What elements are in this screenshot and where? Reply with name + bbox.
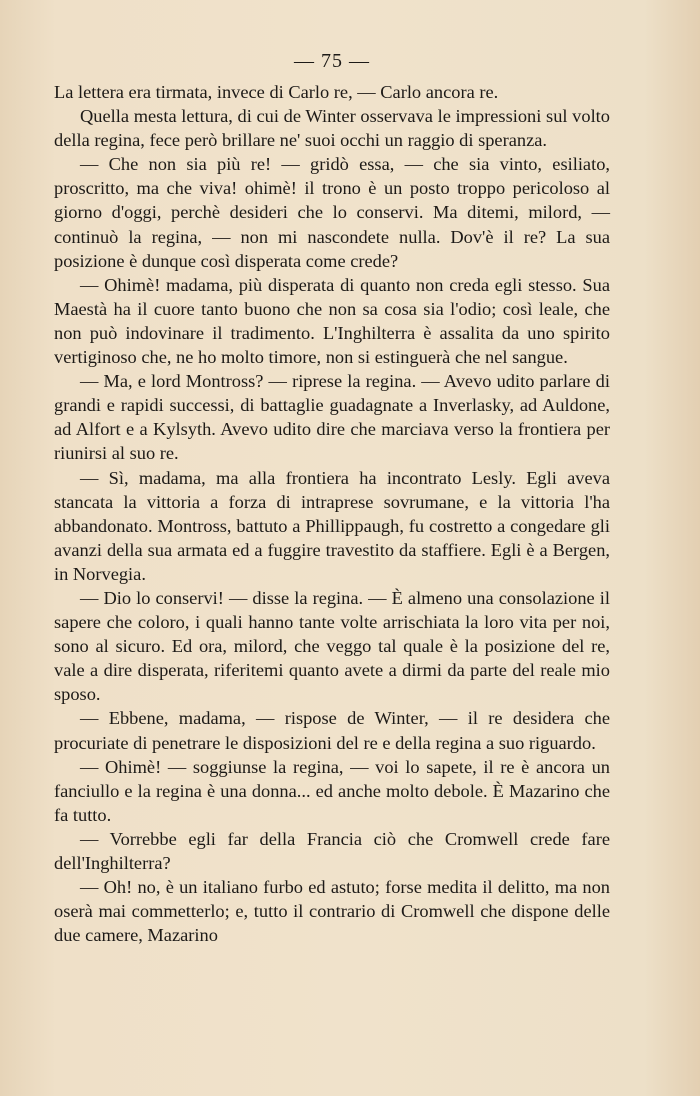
page-body-text (54, 80, 610, 947)
paragraph: — Oh! no, è un italiano furbo ed astuto; forse medita il delitto, ma non oserà mai commetterlo; e, tutto il contrario di Cromwell che dispone delle due camere, Mazarino (54, 877, 610, 946)
paragraph: — Ohimè! — soggiunse la regina, — voi lo sapete, il re è ancora un fanciullo e la regina è una donna... ed anche molto debole. È Mazarino che fa tutto. (54, 756, 610, 825)
paragraph: — Ohimè! madama, più disperata di quanto non creda egli stesso. Sua Maestà ha il cuore tanto buono che non sa cosa sia l'odio; così leale, che non può indovinare il tradimento. L'Inghilterra è assalita da uno spirito vertiginoso che, ne ho molto timore, non si estinguerà che nel sangue. (54, 274, 610, 368)
paragraph: — Che non sia più re! — gridò essa, — che sia vinto, esiliato, proscritto, ma che viva! ohimè! il trono è un posto troppo pericoloso al giorno d'oggi, perchè desideri che lo conservi. Ma ditemi, milord, — continuò la regina, — non mi nascondete nulla. Dov'è il re? La sua posizione è dunque così disperata come crede? (54, 154, 610, 271)
paragraph: — Vorrebbe egli far della Francia ciò che Cromwell crede fare dell'Inghilterra? (54, 828, 610, 873)
paragraph: — Ma, e lord Montross? — riprese la regina. — Avevo udito parlare di grandi e rapidi successi, di battaglie guadagnate a Inverlasky, ad Auldone, ad Alfort e a Kylsyth. Avevo udito dire che marciava verso la frontiera per riunirsi al suo re. (54, 371, 610, 464)
page-number: — 75 — (294, 50, 370, 72)
paragraph: — Sì, madama, ma alla frontiera ha incontrato Lesly. Egli aveva stancata la vittoria a forza di intraprese sovrumane, e la vittoria l'ha abbandonato. Montross, battuto a Phillippaugh, fu costretto a congedare gli avanzi della sua armata ed a fuggire travestito da staffiere. Egli è a Bergen, in Norvegia. (54, 467, 610, 584)
paragraph: Quella mesta lettura, di cui de Winter osservava le impressioni sul volto della regina, fece però brillare ne' suoi occhi un raggio di speranza. (54, 106, 610, 151)
paragraph: La lettera era tirmata, invece di Carlo re, — Carlo ancora re. (54, 82, 499, 102)
paragraph: — Ebbene, madama, — rispose de Winter, — il re desidera che procuriate di penetrare le disposizioni del re e della regina a suo riguardo. (54, 708, 610, 753)
paragraph: — Dio lo conservi! — disse la regina. — È almeno una consolazione il sapere che coloro, i quali hanno tante volte arrischiata la loro vita per noi, sono al sicuro. Ed ora, milord, che veggo tal quale è la posizione del re, vale a dire disperata, riferitemi quanto avete a dirmi da parte del reale mio sposo. (54, 587, 610, 705)
